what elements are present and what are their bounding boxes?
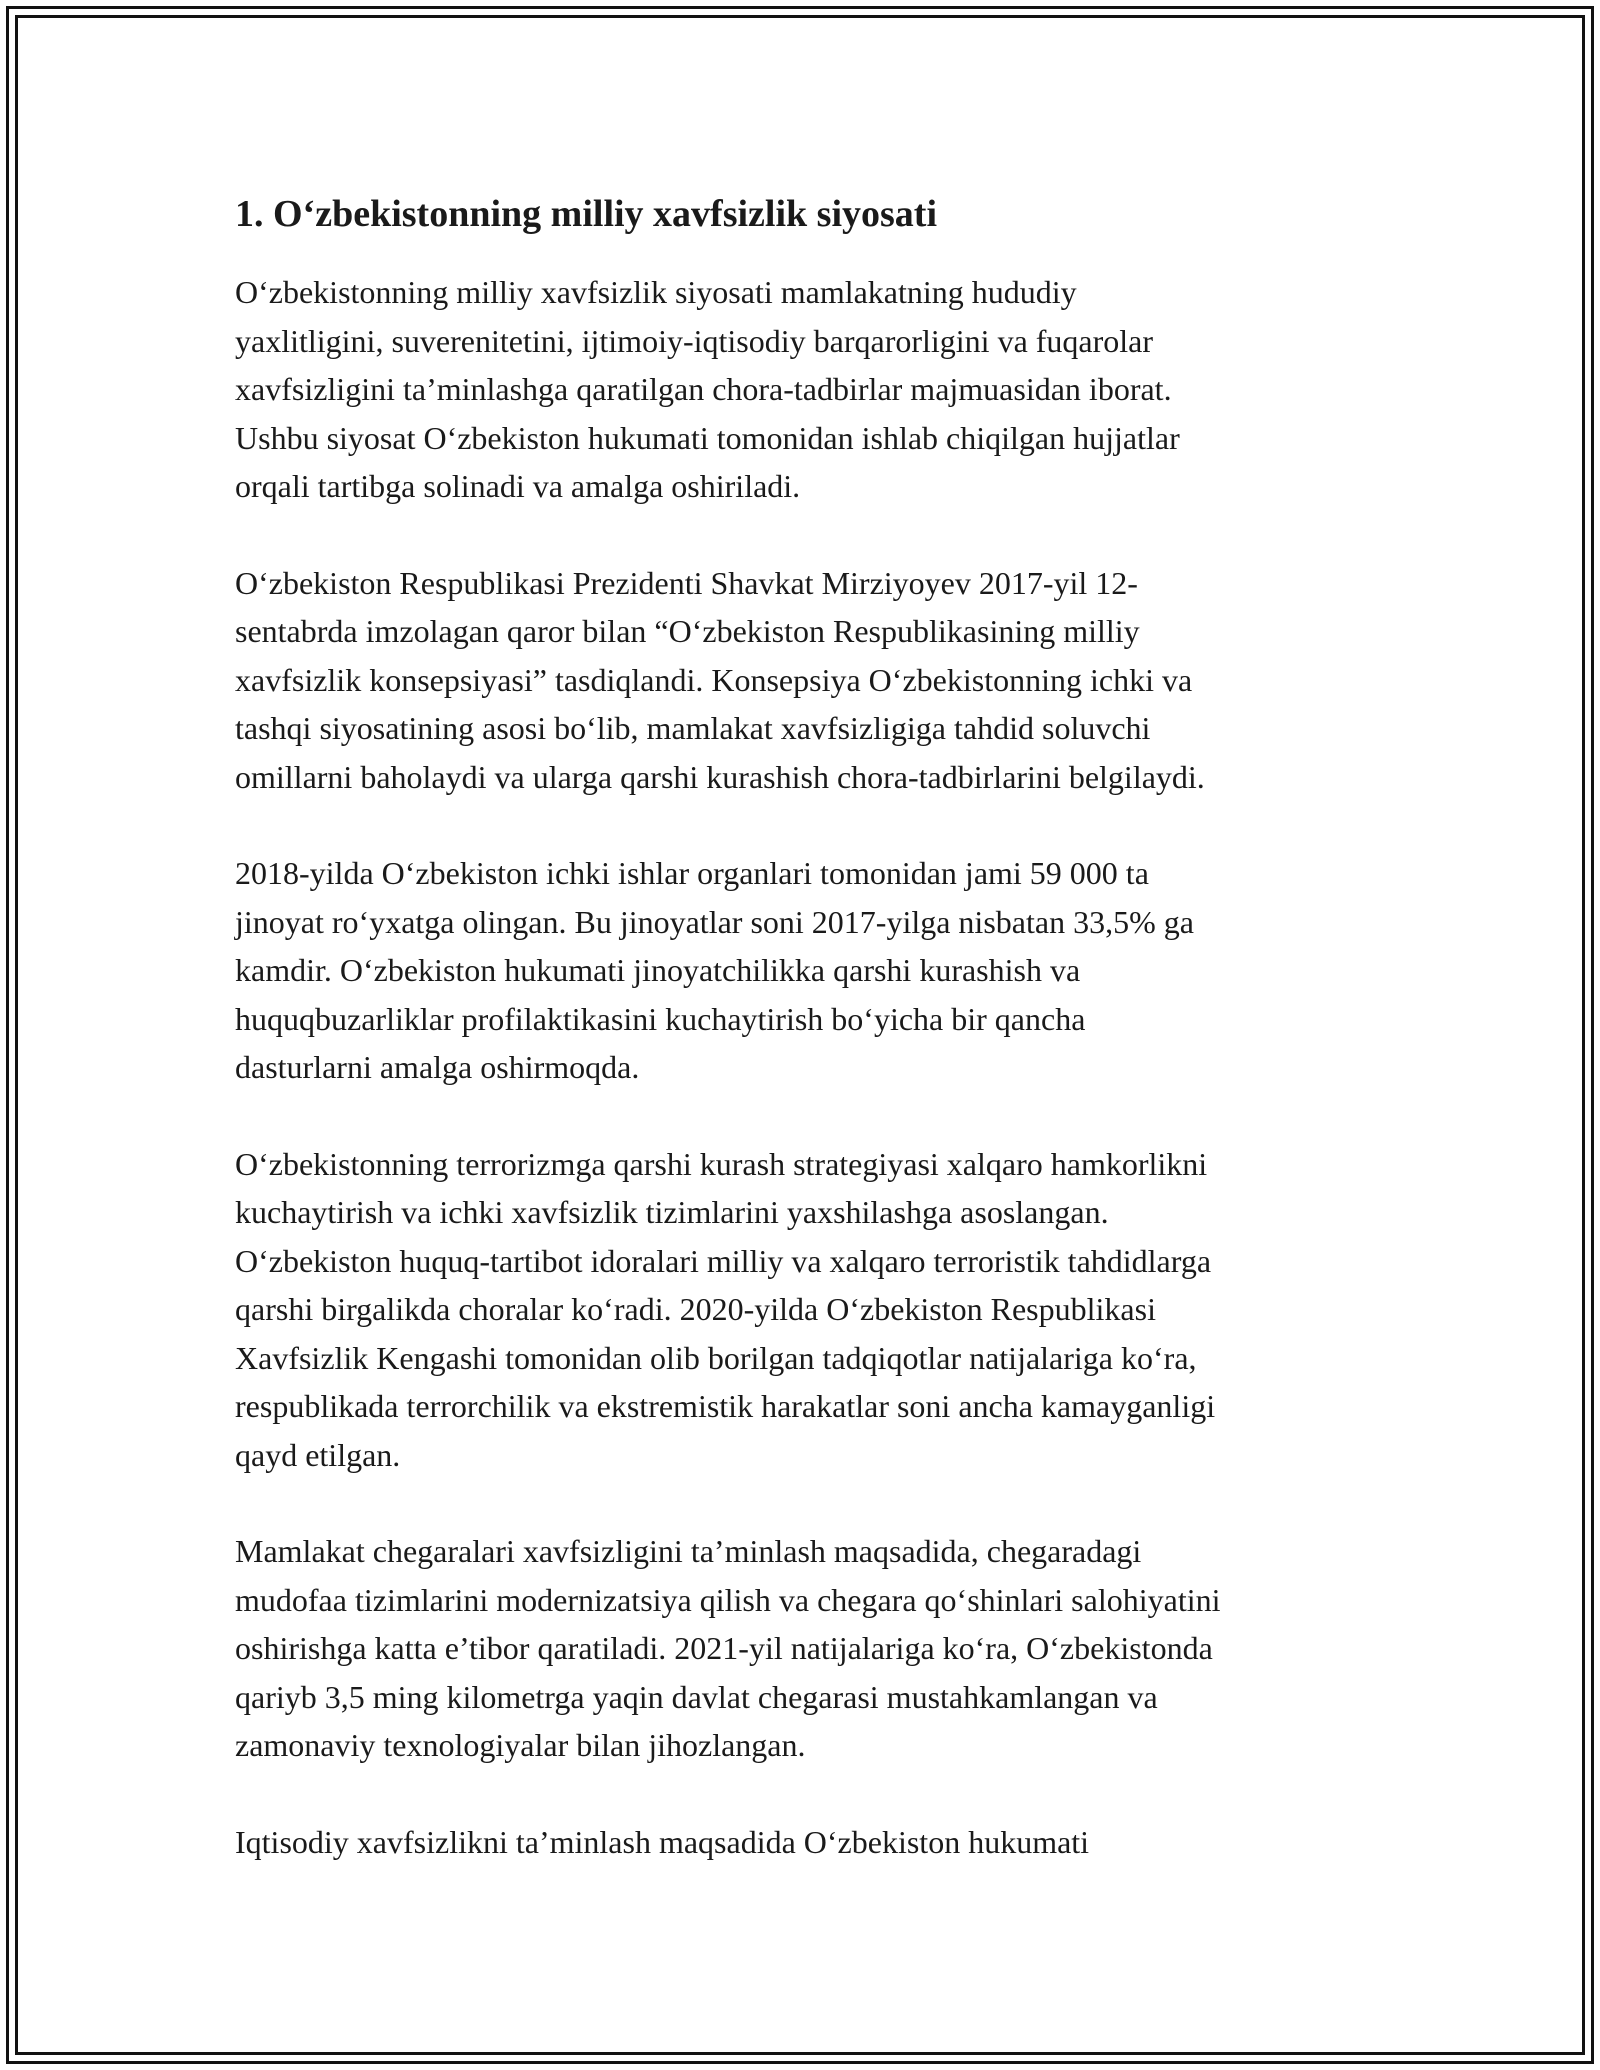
paragraph-list xyxy=(235,268,1375,1866)
paragraph-line: qarshi birgalikda choralar ko‘radi. 2020-yilda O‘zbekiston Respublikasi xyxy=(235,1291,1156,1327)
paragraph-line: kamdir. O‘zbekiston hukumati jinoyatchilikka qarshi kurashish va xyxy=(235,952,1081,988)
paragraph-line: Mamlakat chegaralari xavfsizligini ta’minlash maqsadida, chegaradagi xyxy=(235,1533,1142,1569)
paragraph-line: Xavfsizlik Kengashi tomonidan olib borilgan tadqiqotlar natijalariga ko‘ra, xyxy=(235,1339,1197,1376)
paragraph-line: yaxlitligini, suverenitetini, ijtimoiy-iqtisodiy barqarorligini va fuqarolar xyxy=(235,322,1154,359)
paragraph-line: qayd etilgan. xyxy=(235,1436,401,1473)
paragraph-line: qariyb 3,5 ming kilometrga yaqin davlat chegarasi mustahkamlangan va xyxy=(235,1678,1158,1715)
paragraph-line: O‘zbekistonning terrorizmga qarshi kurash strategiyasi xalqaro hamkorlikni xyxy=(235,1145,1208,1182)
paragraph-line: zamonaviy texnologiyalar bilan jihozlangan. xyxy=(235,1727,806,1763)
paragraph-line: xavfsizligini ta’minlashga qaratilgan chora-tadbirlar majmuasidan iborat. xyxy=(235,371,1172,407)
paragraph xyxy=(235,1527,1375,1770)
paragraph-line: O‘zbekiston huquq-tartibot idoralari milliy va xalqaro terroristik tahdidlarga xyxy=(235,1242,1212,1279)
paragraph-line: jinoyat ro‘yxatga olingan. Bu jinoyatlar soni 2017-yilga nisbatan 33,5% ga xyxy=(235,903,1194,940)
paragraph-line: mudofaa tizimlarini modernizatsiya qilish va chegara qo‘shinlari salohiyatini xyxy=(235,1581,1221,1618)
paragraph-line: O‘zbekiston Respublikasi Prezidenti Shavkat Mirziyoyev 2017-yil 12- xyxy=(235,564,1138,601)
paragraph xyxy=(235,559,1375,802)
paragraph-line: respublikada terrorchilik va ekstremistik harakatlar soni ancha kamayganligi xyxy=(235,1388,1216,1424)
paragraph-line: O‘zbekistonning milliy xavfsizlik siyosati mamlakatning hududiy xyxy=(235,274,1077,310)
paragraph xyxy=(235,268,1375,511)
paragraph xyxy=(235,849,1375,1092)
paragraph-line: kuchaytirish va ichki xavfsizlik tizimlarini yaxshilashga asoslangan. xyxy=(235,1194,1109,1230)
section-heading: 1. O‘zbekistonning milliy xavfsizlik siyosati xyxy=(235,193,938,235)
document-body xyxy=(235,188,1375,1914)
paragraph-line: dasturlarni amalga oshirmoqda. xyxy=(235,1049,640,1085)
paragraph xyxy=(235,1140,1375,1480)
paragraph-line: Ushbu siyosat O‘zbekiston hukumati tomonidan ishlab chiqilgan hujjatlar xyxy=(235,419,1180,456)
paragraph-line: tashqi siyosatining asosi bo‘lib, mamlakat xavfsizligiga tahdid soluvchi xyxy=(235,710,1151,746)
paragraph-line: huquqbuzarliklar profilaktikasini kuchaytirish bo‘yicha bir qancha xyxy=(235,1000,1086,1037)
paragraph-line: oshirishga katta e’tibor qaratiladi. 2021-yil natijalariga ko‘ra, O‘zbekistonda xyxy=(235,1630,1213,1666)
paragraph-line: orqali tartibga solinadi va amalga oshiriladi. xyxy=(235,468,801,504)
paragraph-line: Iqtisodiy xavfsizlikni ta’minlash maqsadida O‘zbekiston hukumati xyxy=(235,1823,1090,1860)
paragraph-line: omillarni baholaydi va ularga qarshi kurashish chora-tadbirlarini belgilaydi. xyxy=(235,758,1205,795)
paragraph-line: xavfsizlik konsepsiyasi” tasdiqlandi. Konsepsiya O‘zbekistonning ichki va xyxy=(235,661,1193,698)
paragraph-line: sentabrda imzolagan qaror bilan “O‘zbekiston Respublikasining milliy xyxy=(235,613,1140,649)
paragraph xyxy=(235,1818,1375,1867)
paragraph-line: 2018-yilda O‘zbekiston ichki ishlar organlari tomonidan jami 59 000 ta xyxy=(235,855,1149,891)
